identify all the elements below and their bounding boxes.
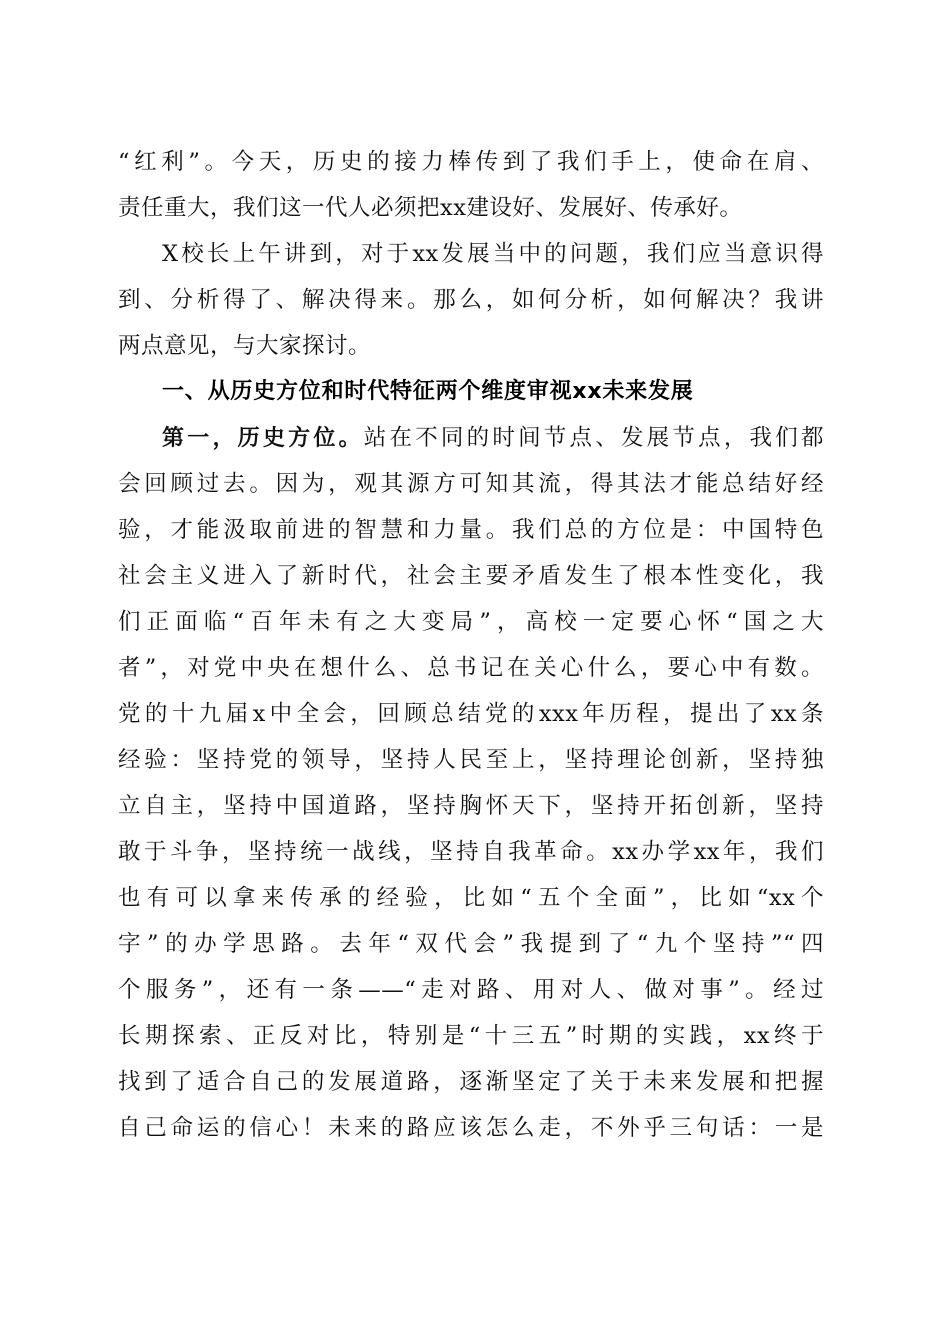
paragraph-lead-label: 第一，历史方位。: [162, 426, 364, 451]
text-line: 找到了适合自己的发展道路，逐渐坚定了关于未来发展和把握: [118, 1069, 824, 1095]
text-line: 立自主，坚持中国道路，坚持胸怀天下，坚持开拓创新，坚持: [118, 793, 824, 819]
text-run: 站在不同的时间节点、发展节点，我们都: [363, 425, 824, 451]
text-line: 验，才能汲取前进的智慧和力量。我们总的方位是：中国特色: [118, 517, 824, 543]
text-line: X校长上午讲到，对于xx发展当中的问题，我们应当意识得: [162, 241, 824, 267]
text-line: [162, 420, 824, 456]
text-line: 个服务”，还有一条——“走对路、用对人、做对事”。经过: [118, 977, 824, 1003]
text-line: 两点意见，与大家探讨。: [118, 333, 372, 359]
text-line: 经验：坚持党的领导，坚持人民至上，坚持理论创新，坚持独: [118, 747, 824, 773]
text-line: 党的十九届x中全会，回顾总结党的xxx年历程，提出了xx条: [118, 701, 824, 727]
text-line: 到、分析得了、解决得来。那么，如何分析，如何解决？我讲: [118, 287, 824, 313]
section-heading: 一、从历史方位和时代特征两个维度审视xx未来发展: [162, 379, 694, 404]
text-line: 责任重大，我们这一代人必须把xx建设好、发展好、传承好。: [118, 195, 743, 221]
text-line: 们正面临“百年未有之大变局”，高校一定要心怀“国之大: [118, 609, 824, 635]
text-line: 敢于斗争，坚持统一战线，坚持自我革命。xx办学xx年，我们: [118, 839, 824, 865]
text-line: 社会主义进入了新时代，社会主要矛盾发生了根本性变化，我: [118, 563, 824, 589]
text-line: “红利”。今天，历史的接力棒传到了我们手上，使命在肩、: [118, 149, 824, 175]
text-line: 字”的办学思路。去年“双代会”我提到了“九个坚持”“四: [118, 931, 824, 957]
text-line: 长期探索、正反对比，特别是“十三五”时期的实践，xx终于: [118, 1023, 824, 1049]
text-line: 自己命运的信心！未来的路应该怎么走，不外乎三句话：一是: [118, 1115, 824, 1141]
text-line: 者”，对党中央在想什么、总书记在关心什么，要心中有数。: [118, 655, 824, 681]
text-line: 也有可以拿来传承的经验，比如“五个全面”，比如“xx个: [118, 885, 824, 911]
text-line: 会回顾过去。因为，观其源方可知其流，得其法才能总结好经: [118, 471, 824, 497]
